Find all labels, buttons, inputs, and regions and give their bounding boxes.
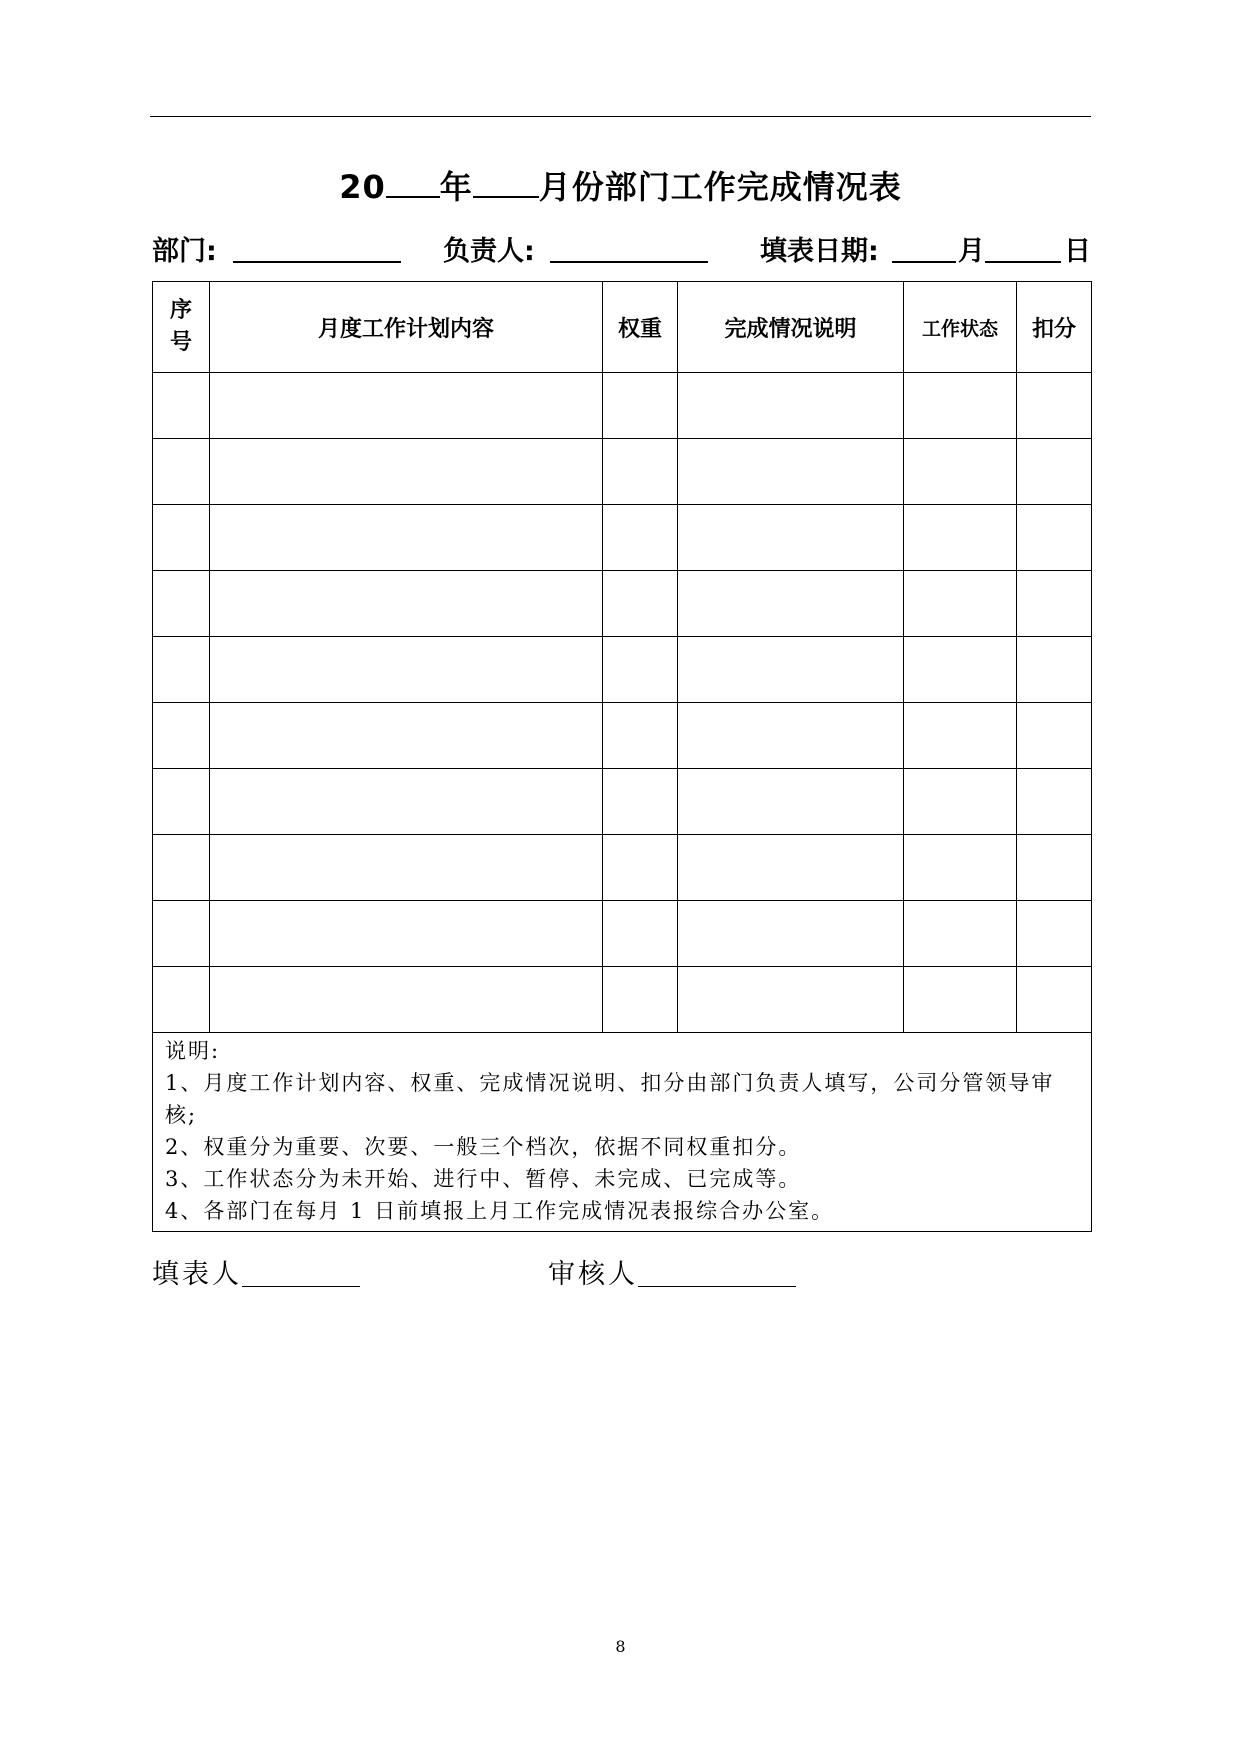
header-completion: 完成情况说明 (678, 282, 904, 373)
cell-completion[interactable] (678, 703, 904, 769)
page-number: 8 (615, 1637, 626, 1656)
notes-heading: 说明: (165, 1039, 221, 1063)
cell-completion[interactable] (678, 505, 904, 571)
cell-deduction[interactable] (1017, 967, 1092, 1033)
cell-plan[interactable] (210, 769, 603, 835)
title-year-label: 年 (439, 168, 473, 206)
cell-deduction[interactable] (1017, 769, 1092, 835)
date-month-field[interactable] (892, 261, 956, 263)
cell-weight[interactable] (603, 703, 678, 769)
department-field[interactable] (233, 261, 401, 263)
date-label: 填表日期: (760, 236, 879, 267)
cell-deduction[interactable] (1017, 901, 1092, 967)
owner-field[interactable] (550, 261, 708, 263)
cell-seq[interactable] (153, 901, 210, 967)
date-day-label: 日 (1064, 236, 1091, 267)
cell-deduction[interactable] (1017, 637, 1092, 703)
cell-completion[interactable] (678, 439, 904, 505)
cell-weight[interactable] (603, 439, 678, 505)
cell-completion[interactable] (678, 835, 904, 901)
note-item-3: 3、工作状态分为未开始、进行中、暂停、未完成、已完成等。 (165, 1167, 802, 1191)
page-title (150, 160, 1091, 212)
header-rule (150, 116, 1091, 117)
cell-plan[interactable] (210, 967, 603, 1033)
filler-label: 填表人 (152, 1259, 242, 1290)
cell-status[interactable] (904, 967, 1017, 1033)
note-item-4: 4、各部门在每月 1 日前填报上月工作完成情况表报综合办公室。 (165, 1199, 835, 1223)
cell-deduction[interactable] (1017, 571, 1092, 637)
cell-weight[interactable] (603, 901, 678, 967)
cell-plan[interactable] (210, 835, 603, 901)
cell-status[interactable] (904, 505, 1017, 571)
cell-weight[interactable] (603, 769, 678, 835)
notes-cell (153, 1033, 1092, 1232)
owner-label: 负责人: (443, 236, 535, 267)
cell-weight[interactable] (603, 571, 678, 637)
cell-weight[interactable] (603, 637, 678, 703)
cell-completion[interactable] (678, 967, 904, 1033)
table-body (153, 373, 1092, 1033)
cell-plan[interactable] (210, 637, 603, 703)
table-row (153, 637, 1092, 703)
cell-plan[interactable] (210, 703, 603, 769)
reviewer-signature (548, 1252, 796, 1291)
header-weight: 权重 (603, 282, 678, 373)
reviewer-label: 审核人 (548, 1259, 638, 1290)
cell-deduction[interactable] (1017, 505, 1092, 571)
cell-deduction[interactable] (1017, 439, 1092, 505)
filler-signature (152, 1252, 360, 1291)
table-header-row (153, 282, 1092, 373)
work-table (152, 281, 1092, 1232)
date-day-field[interactable] (985, 261, 1061, 263)
title-prefix: 20 (339, 168, 386, 206)
cell-seq[interactable] (153, 703, 210, 769)
cell-plan[interactable] (210, 373, 603, 439)
cell-status[interactable] (904, 637, 1017, 703)
header-seq: 序号 (153, 282, 210, 373)
table-row (153, 505, 1092, 571)
form-meta (152, 225, 1092, 269)
cell-status[interactable] (904, 769, 1017, 835)
note-item-2: 2、权重分为重要、次要、一般三个档次，依据不同权重扣分。 (165, 1135, 802, 1159)
cell-status[interactable] (904, 439, 1017, 505)
cell-status[interactable] (904, 373, 1017, 439)
table-row (153, 373, 1092, 439)
table-row (153, 703, 1092, 769)
cell-seq[interactable] (153, 835, 210, 901)
cell-completion[interactable] (678, 769, 904, 835)
cell-completion[interactable] (678, 373, 904, 439)
cell-status[interactable] (904, 901, 1017, 967)
department-label: 部门: (152, 236, 217, 267)
reviewer-line[interactable] (638, 1286, 796, 1287)
cell-weight[interactable] (603, 967, 678, 1033)
cell-deduction[interactable] (1017, 835, 1092, 901)
cell-seq[interactable] (153, 571, 210, 637)
cell-status[interactable] (904, 703, 1017, 769)
header-status: 工作状态 (904, 282, 1017, 373)
cell-seq[interactable] (153, 967, 210, 1033)
year-blank (386, 160, 440, 198)
cell-seq[interactable] (153, 769, 210, 835)
month-blank (473, 160, 539, 198)
cell-weight[interactable] (603, 505, 678, 571)
cell-plan[interactable] (210, 571, 603, 637)
notes-row (153, 1033, 1092, 1232)
cell-seq[interactable] (153, 373, 210, 439)
header-deduction: 扣分 (1017, 282, 1092, 373)
table-row (153, 901, 1092, 967)
cell-weight[interactable] (603, 835, 678, 901)
note-item-1: 1、月度工作计划内容、权重、完成情况说明、扣分由部门负责人填写，公司分管领导审核; (165, 1071, 1055, 1127)
table-row (153, 571, 1092, 637)
cell-seq[interactable] (153, 637, 210, 703)
cell-completion[interactable] (678, 637, 904, 703)
cell-seq[interactable] (153, 505, 210, 571)
title-suffix: 月份部门工作完成情况表 (538, 168, 902, 206)
cell-plan[interactable] (210, 505, 603, 571)
header-plan: 月度工作计划内容 (210, 282, 603, 373)
cell-plan[interactable] (210, 901, 603, 967)
cell-status[interactable] (904, 571, 1017, 637)
cell-plan[interactable] (210, 439, 603, 505)
cell-seq[interactable] (153, 439, 210, 505)
cell-completion[interactable] (678, 901, 904, 967)
cell-status[interactable] (904, 835, 1017, 901)
filler-line[interactable] (242, 1286, 360, 1287)
date-month-label: 月 (958, 236, 985, 267)
table-row (153, 439, 1092, 505)
cell-deduction[interactable] (1017, 703, 1092, 769)
cell-deduction[interactable] (1017, 373, 1092, 439)
table-row (153, 835, 1092, 901)
table-row (153, 769, 1092, 835)
cell-weight[interactable] (603, 373, 678, 439)
table-row (153, 967, 1092, 1033)
cell-completion[interactable] (678, 571, 904, 637)
